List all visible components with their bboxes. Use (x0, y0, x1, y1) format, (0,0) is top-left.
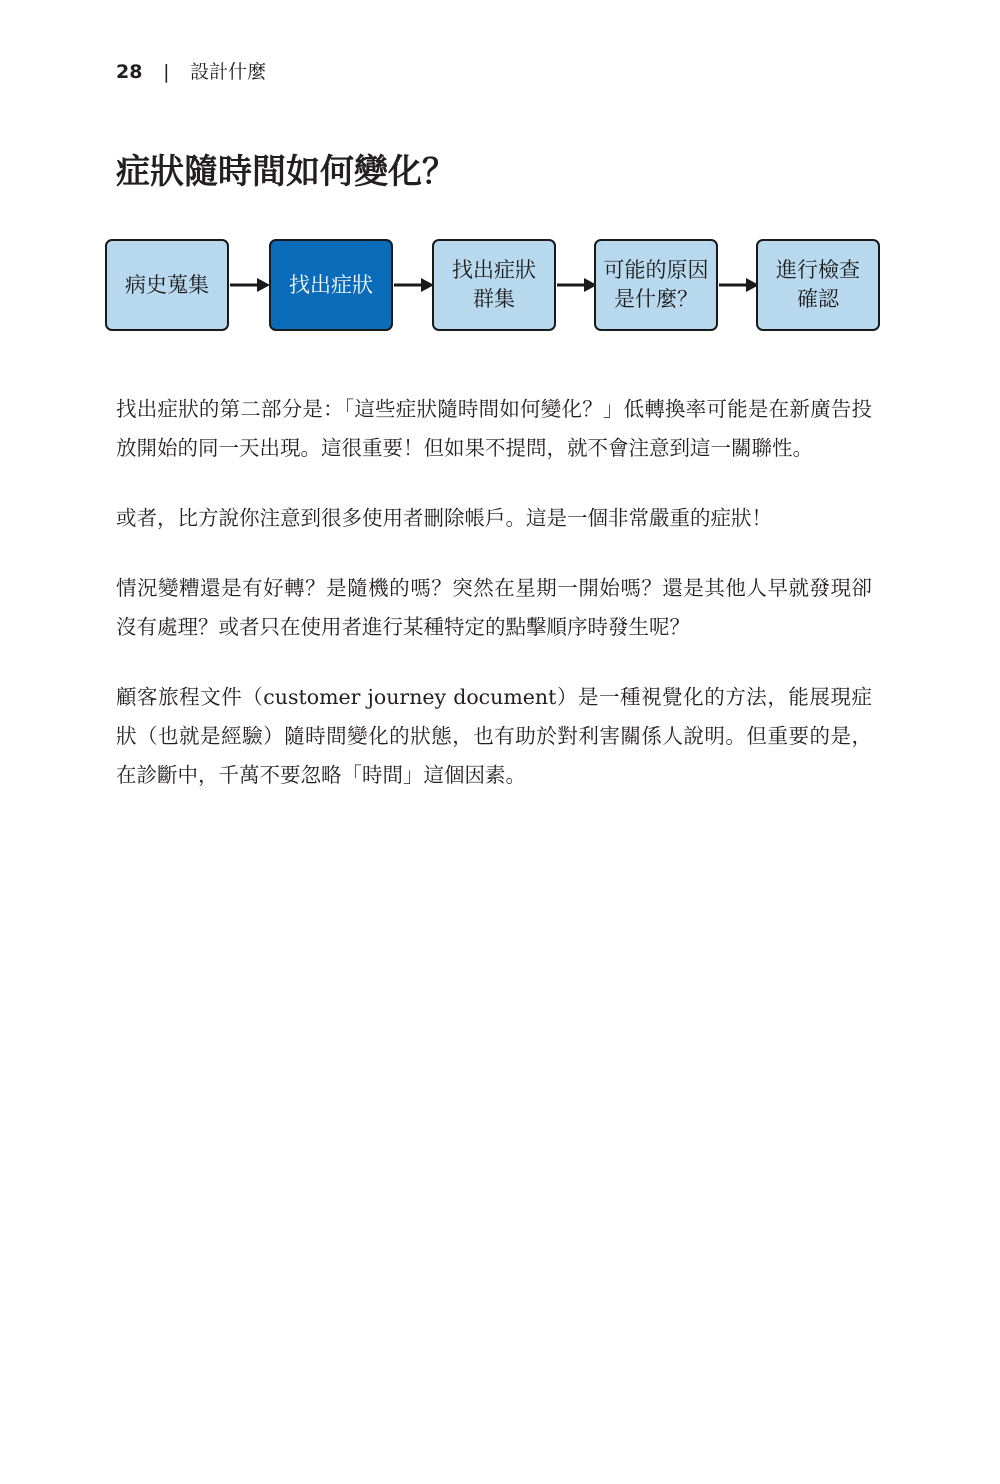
paragraph: 或者，比方說你注意到很多使用者刪除帳戶。這是一個非常嚴重的症狀！ (116, 506, 772, 530)
header-separator: | (163, 61, 170, 83)
process-flow-diagram (105, 239, 883, 335)
flow-step-label: 找出症狀 (289, 272, 373, 297)
arrow-right-icon (719, 277, 759, 293)
flow-step-run-checks (756, 239, 880, 331)
section-title: 症狀隨時間如何變化？ (116, 152, 456, 192)
flow-step-possible-causes (594, 239, 718, 331)
flow-step-label: 病史蒐集 (125, 272, 209, 297)
flow-step-label: 可能的原因 是什麼？ (603, 258, 709, 311)
arrow-right-icon (394, 277, 434, 293)
running-head (116, 60, 266, 84)
body-text (116, 390, 872, 826)
flow-step-label: 進行檢查 確認 (776, 258, 860, 311)
chapter-title: 設計什麼 (190, 61, 267, 83)
arrow-right-icon (230, 277, 270, 293)
flow-step-symptom-clusters (432, 239, 556, 331)
flow-step-history (105, 239, 229, 331)
page-number: 28 (116, 61, 143, 83)
arrow-right-icon (557, 277, 597, 293)
paragraph: 顧客旅程文件（customer journey document）是一種視覺化的方法，能展現症狀（也就是經驗）隨時間變化的狀態，也有助於對利害關係人說明。但重要的是，在診斷中，千萬不要忽略「時間」這個因素。 (116, 685, 872, 787)
flow-step-find-symptoms (269, 239, 393, 331)
paragraph: 情況變糟還是有好轉？是隨機的嗎？突然在星期一開始嗎？還是其他人早就發現卻沒有處理？或者只在使用者進行某種特定的點擊順序時發生呢？ (116, 576, 872, 639)
flow-step-label: 找出症狀 群集 (452, 258, 536, 311)
paragraph: 找出症狀的第二部分是：「這些症狀隨時間如何變化？」低轉換率可能是在新廣告投放開始的同一天出現。這很重要！但如果不提問，就不會注意到這一關聯性。 (116, 397, 872, 460)
